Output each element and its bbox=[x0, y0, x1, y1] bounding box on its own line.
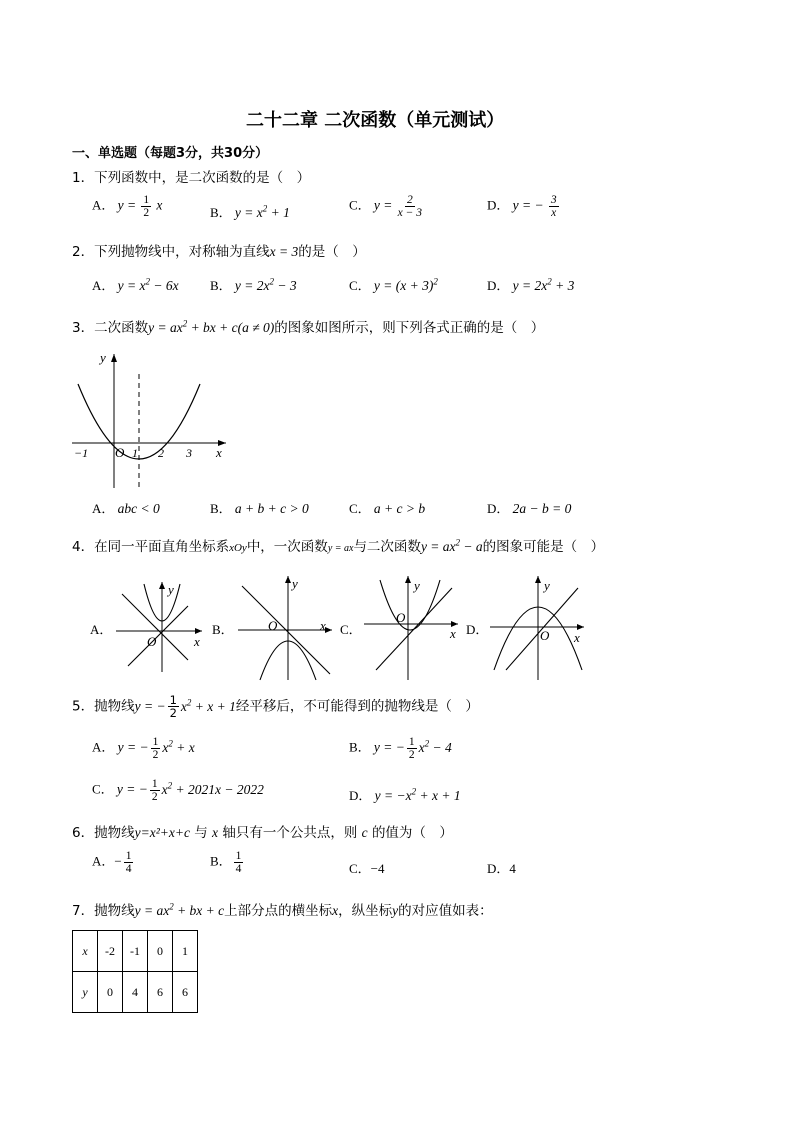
q5-option-c[interactable]: C． y = − $\frac{1}{2}$ $x^2 + 2021x - 2022$ bbox=[92, 778, 264, 804]
q4-option-a-graph[interactable] bbox=[114, 576, 206, 676]
fraction: $\frac{3}{x}$ bbox=[550, 194, 557, 220]
q6-stem: 6．抛物线y=x²+x+c 与 x 轴只有一个公共点，则 c 的值为（ ） bbox=[72, 825, 453, 841]
q5-option-d[interactable]: D． $y = -x^2 + x + 1$ bbox=[349, 786, 461, 803]
fraction: $\frac{2}{x - 3}$ bbox=[397, 194, 423, 220]
origin-label: O bbox=[115, 445, 125, 460]
table-cell: 6 bbox=[173, 972, 198, 1013]
q1-option-b[interactable]: B． $y = x^2 + 1$ bbox=[210, 203, 290, 220]
q5-option-a[interactable]: A． y = − $\frac{1}{2}$ $x^2 + x$ bbox=[92, 736, 195, 762]
q6-option-c[interactable]: C．−4 bbox=[349, 861, 385, 876]
y-axis-label: y bbox=[292, 576, 298, 591]
table-cell: 6 bbox=[148, 972, 173, 1013]
fraction: $\frac{1}{4}$ bbox=[235, 850, 242, 876]
fraction: $\frac{1}{2}$ bbox=[151, 778, 158, 804]
q2-option-b[interactable]: B． $y = 2x^2 - 3$ bbox=[210, 276, 297, 293]
q3-option-c[interactable]: C． a + c > b bbox=[349, 501, 426, 516]
q1-option-c[interactable]: C． y = $\frac{2}{x - 3}$ bbox=[349, 194, 423, 220]
q2-option-c[interactable]: C． $y = (x + 3)^2$ bbox=[349, 276, 438, 293]
q4-option-d-label[interactable]: D． bbox=[466, 622, 489, 637]
tick-label: 1 bbox=[132, 446, 138, 460]
q6-option-d[interactable]: D．4 bbox=[487, 861, 516, 876]
table-row bbox=[73, 931, 198, 972]
fraction: $\frac{1}{2}$ bbox=[152, 736, 159, 762]
q2-stem: 2．下列抛物线中，对称轴为直线x = 3的是（ ） bbox=[72, 244, 366, 260]
y-axis-label: y bbox=[100, 350, 106, 365]
table-cell: -2 bbox=[98, 931, 123, 972]
q7-stem: 7．抛物线$y = ax^2$ + bx + c上部分点的横坐标x，纵坐标y的对应值如表： bbox=[72, 901, 493, 919]
tick-label: 2 bbox=[158, 446, 164, 460]
page-title: 二十二章 二次函数（单元测试） bbox=[246, 110, 505, 131]
x-axis-label: x bbox=[320, 618, 326, 633]
q7-value-table bbox=[72, 930, 198, 1013]
q5-stem: 5．抛物线y = − $\frac{1}{2}$ $x^2 + x + 1$经平移后，不可能得到的抛物线是（ ） bbox=[72, 693, 479, 721]
section-heading: 一、单选题（每题3分，共30分） bbox=[72, 146, 269, 161]
y-axis-label: y bbox=[544, 578, 550, 593]
q2-option-a[interactable]: A． $y = x^2 - 6x$ bbox=[92, 276, 179, 293]
tick-label: 3 bbox=[186, 446, 192, 460]
table-row bbox=[73, 972, 198, 1013]
origin-label: O bbox=[396, 610, 406, 625]
q6-option-a[interactable]: A．− $\frac{1}{4}$ bbox=[92, 850, 132, 876]
q3-stem: 3．二次函数$y = ax^2$ + bx + c(a ≠ 0)的图象如图所示，则下列各式正确的是（ ） bbox=[72, 318, 545, 336]
table-cell: 1 bbox=[173, 931, 198, 972]
table-cell: y bbox=[73, 972, 98, 1013]
q4-option-c-label[interactable]: C． bbox=[340, 622, 362, 637]
x-axis-label: x bbox=[216, 445, 222, 460]
x-axis-label: x bbox=[194, 634, 200, 649]
q4-option-c-graph[interactable] bbox=[362, 574, 462, 684]
y-axis-label: y bbox=[168, 582, 174, 597]
q3-option-a[interactable]: A． abc < 0 bbox=[92, 501, 160, 516]
x-axis-label: x bbox=[450, 626, 456, 641]
origin-label: O bbox=[540, 628, 550, 643]
q4-option-b-label[interactable]: B． bbox=[212, 622, 234, 637]
table-cell: 0 bbox=[98, 972, 123, 1013]
q1-option-a[interactable]: A． y = $\frac{1}{2}$ x bbox=[92, 194, 163, 220]
table-cell: 0 bbox=[148, 931, 173, 972]
table-cell: x bbox=[73, 931, 98, 972]
fraction: $\frac{1}{2}$ bbox=[169, 693, 177, 721]
q5-option-b[interactable]: B． y = − $\frac{1}{2}$ $x^2 - 4$ bbox=[349, 736, 452, 762]
fraction: $\frac{1}{4}$ bbox=[125, 850, 132, 876]
origin-label: O bbox=[268, 618, 278, 633]
fraction: $\frac{1}{2}$ bbox=[408, 736, 415, 762]
q2-option-d[interactable]: D． $y = 2x^2 + 3$ bbox=[487, 276, 575, 293]
q4-option-d-graph[interactable] bbox=[488, 574, 588, 684]
q4-stem: 4．在同一平面直角坐标系xOy中，一次函数y = ax与二次函数$y = ax^2 - a$的图象可能是（ ） bbox=[72, 537, 605, 555]
y-axis-label: y bbox=[414, 578, 420, 593]
table-cell: 4 bbox=[123, 972, 148, 1013]
q3-option-d[interactable]: D． 2a − b = 0 bbox=[487, 501, 572, 516]
origin-label: O bbox=[147, 634, 157, 649]
x-axis-label: x bbox=[574, 630, 580, 645]
fraction: $\frac{1}{2}$ bbox=[143, 194, 150, 220]
q4-option-b-graph[interactable] bbox=[236, 574, 336, 684]
q4-option-a-label[interactable]: A． bbox=[90, 622, 113, 637]
tick-label: −1 bbox=[74, 446, 89, 460]
q3-option-b[interactable]: B． a + b + c > 0 bbox=[210, 501, 309, 516]
table-cell: -1 bbox=[123, 931, 148, 972]
q6-option-b[interactable]: B． $\frac{1}{4}$ bbox=[210, 850, 242, 876]
q3-parabola-graph bbox=[66, 346, 236, 492]
q1-stem: 1．下列函数中，是二次函数的是（ ） bbox=[72, 170, 311, 186]
q1-option-d[interactable]: D． y = − $\frac{3}{x}$ bbox=[487, 194, 557, 220]
